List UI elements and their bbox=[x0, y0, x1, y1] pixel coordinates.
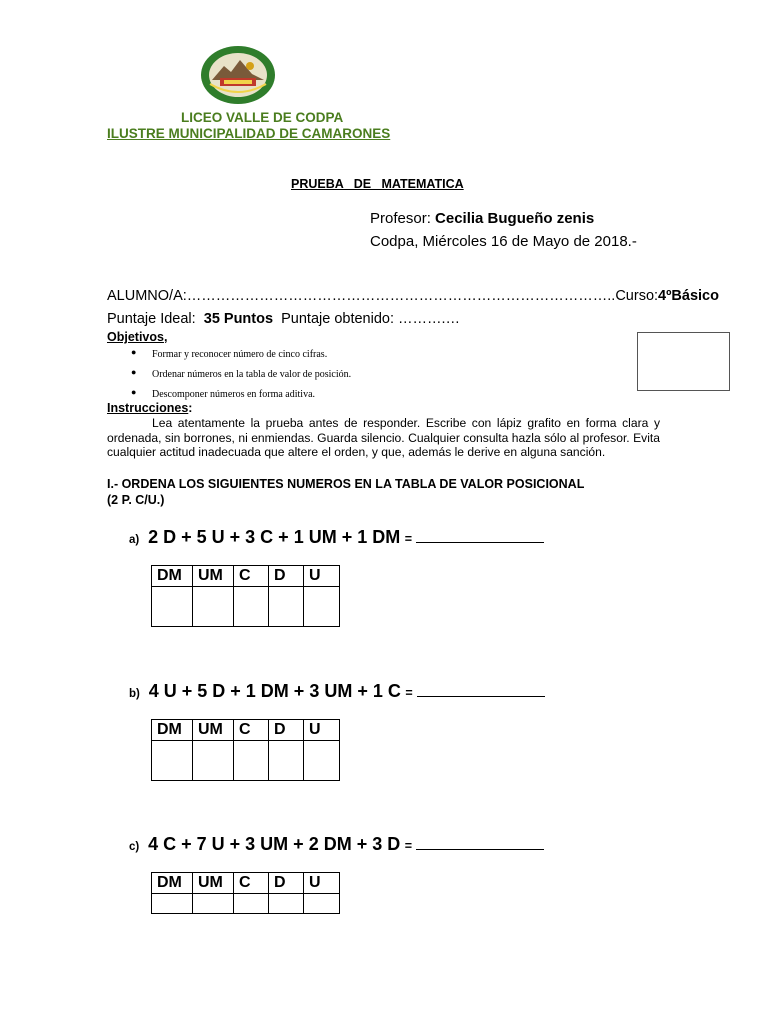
instructions-heading: Instrucciones: bbox=[107, 401, 193, 415]
answer-cell[interactable] bbox=[234, 894, 269, 914]
place-value-table-a bbox=[151, 565, 340, 627]
student-label: ALUMNO/A: bbox=[107, 288, 187, 304]
section-title bbox=[107, 476, 584, 508]
student-name-dots: …………………………………………………………………………….. bbox=[186, 288, 616, 304]
student-line bbox=[107, 288, 719, 304]
header-um: UM bbox=[193, 720, 234, 741]
answer-cell[interactable] bbox=[193, 741, 234, 781]
exercise-a bbox=[129, 527, 544, 548]
exercise-expression: 2 D + 5 U + 3 C + 1 UM + 1 DM bbox=[148, 527, 401, 547]
section-title-line2: (2 P. C/U.) bbox=[107, 493, 165, 507]
exercise-b bbox=[129, 681, 545, 702]
header-c: C bbox=[234, 566, 269, 587]
date-line: Codpa, Miércoles 16 de Mayo de 2018.- bbox=[370, 233, 637, 250]
header-u: U bbox=[304, 566, 340, 587]
equals-sign: = bbox=[405, 686, 413, 700]
answer-cell[interactable] bbox=[234, 587, 269, 627]
header-um: UM bbox=[193, 873, 234, 894]
place-value-table-b bbox=[151, 719, 340, 781]
answer-cell[interactable] bbox=[234, 741, 269, 781]
header-c: C bbox=[234, 873, 269, 894]
exercise-letter: a) bbox=[129, 534, 140, 546]
professor-name: Cecilia Bugueño zenis bbox=[435, 210, 595, 227]
bullet-icon: ● bbox=[131, 387, 137, 397]
section-title-line1: I.- ORDENA LOS SIGUIENTES NUMEROS EN LA TABLA DE VALOR POSICIONAL bbox=[107, 477, 585, 491]
answer-cell[interactable] bbox=[304, 741, 340, 781]
objective-item: Descomponer números en forma aditiva. bbox=[152, 389, 316, 400]
course-value: 4ºBásico bbox=[658, 288, 719, 304]
place-value-table-c bbox=[151, 872, 340, 914]
objective-item: Formar y reconocer número de cinco cifras. bbox=[152, 349, 328, 360]
answer-blank[interactable] bbox=[416, 835, 544, 850]
bullet-icon: ● bbox=[131, 367, 137, 377]
exam-title: PRUEBA DE MATEMATICA bbox=[291, 177, 464, 191]
answer-blank[interactable] bbox=[416, 528, 544, 543]
professor-label: Profesor: bbox=[370, 210, 431, 227]
answer-cell[interactable] bbox=[193, 894, 234, 914]
header-c: C bbox=[234, 720, 269, 741]
header-u: U bbox=[304, 873, 340, 894]
equals-sign: = bbox=[404, 839, 412, 853]
header-d: D bbox=[269, 566, 304, 587]
exercise-letter: c) bbox=[129, 841, 140, 853]
header-dm: DM bbox=[152, 720, 193, 741]
obtained-score-label: Puntaje obtenido: bbox=[281, 311, 394, 327]
school-logo bbox=[198, 44, 278, 106]
exercise-expression: 4 C + 7 U + 3 UM + 2 DM + 3 D bbox=[148, 834, 401, 854]
municipality-name: ILUSTRE MUNICIPALIDAD DE CAMARONES bbox=[107, 126, 391, 141]
answer-cell[interactable] bbox=[152, 587, 193, 627]
answer-cell[interactable] bbox=[152, 741, 193, 781]
school-name: LICEO VALLE DE CODPA bbox=[181, 110, 344, 125]
answer-cell[interactable] bbox=[193, 587, 234, 627]
answer-cell[interactable] bbox=[269, 587, 304, 627]
objective-item: Ordenar números en la tabla de valor de posición. bbox=[152, 369, 352, 380]
answer-cell[interactable] bbox=[152, 894, 193, 914]
professor-line bbox=[370, 210, 594, 227]
score-line bbox=[107, 311, 460, 327]
header-u: U bbox=[304, 720, 340, 741]
ideal-score-value: 35 Puntos bbox=[203, 311, 274, 327]
exercise-expression: 4 U + 5 D + 1 DM + 3 UM + 1 C bbox=[148, 681, 401, 701]
header-dm: DM bbox=[152, 566, 193, 587]
exercise-c bbox=[129, 834, 544, 855]
obtained-score-dots: ……….… bbox=[398, 311, 461, 327]
answer-cell[interactable] bbox=[269, 894, 304, 914]
instructions-text: Lea atentamente la prueba antes de responder. Escribe con lápiz grafito en forma clara y ordenada, sin borrones, ni enmiendas. Guarda silencio. Cualquier consulta hazla sólo al profesor. Evita cualquier actitud inadecuada que altere el orden, y que, además le derive en alguna sanción. bbox=[107, 416, 660, 459]
header-d: D bbox=[269, 720, 304, 741]
course-label: Curso: bbox=[615, 288, 659, 304]
header-dm: DM bbox=[152, 873, 193, 894]
answer-cell[interactable] bbox=[304, 894, 340, 914]
equals-sign: = bbox=[404, 532, 412, 546]
answer-cell[interactable] bbox=[304, 587, 340, 627]
answer-cell[interactable] bbox=[269, 741, 304, 781]
bullet-icon: ● bbox=[131, 347, 137, 357]
objectives-heading: Objetivos, bbox=[107, 330, 168, 344]
ideal-score-label: Puntaje Ideal: bbox=[107, 311, 196, 327]
answer-blank[interactable] bbox=[417, 682, 545, 697]
exercise-letter: b) bbox=[129, 688, 140, 700]
score-box bbox=[637, 332, 730, 391]
header-um: UM bbox=[193, 566, 234, 587]
header-d: D bbox=[269, 873, 304, 894]
